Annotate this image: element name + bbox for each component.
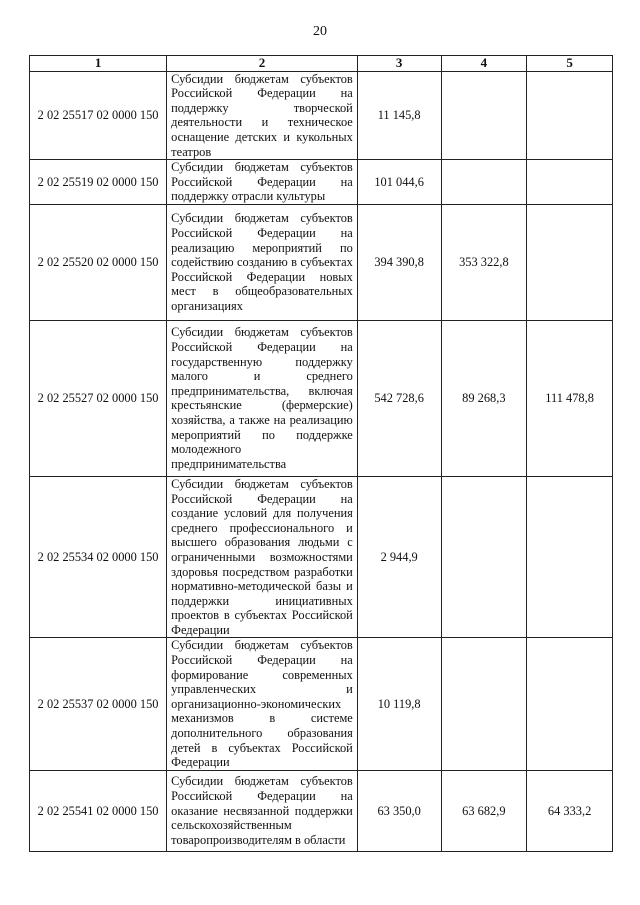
amount-col3-cell: 10 119,8 xyxy=(357,638,441,770)
amount-col5-cell: 64 333,2 xyxy=(527,770,613,851)
description-cell: Субсидии бюджетам субъектов Российской Федерации на формирование современных управленческих и организационно-экономических механизмов в системе дополнительного образования детей в субъектах Российской Федерации xyxy=(167,638,358,770)
budget-table xyxy=(29,55,613,852)
amount-col3-cell: 11 145,8 xyxy=(357,71,441,160)
budget-code-cell: 2 02 25527 02 0000 150 xyxy=(30,320,167,476)
table-row xyxy=(30,320,613,476)
description-cell: Субсидии бюджетам субъектов Российской Федерации на государственную поддержку малого и среднего предпринимательства, включая крестьянские (фермерские) хозяйства, а также на реализацию мероприятий по поддержке молодежного предпринимательства xyxy=(167,320,358,476)
table-row xyxy=(30,770,613,851)
budget-code-cell: 2 02 25541 02 0000 150 xyxy=(30,770,167,851)
description-cell: Субсидии бюджетам субъектов Российской Федерации на создание условий для получения среднего профессионального и высшего образования людьми с ограниченными возможностями здоровья посредством разработки нормативно-методической базы и поддержки инициативных проектов в субъектах Российской Федерации xyxy=(167,476,358,638)
table-row xyxy=(30,71,613,160)
amount-col5-cell: 111 478,8 xyxy=(527,320,613,476)
amount-col3-cell: 101 044,6 xyxy=(357,160,441,205)
budget-code-cell: 2 02 25517 02 0000 150 xyxy=(30,71,167,160)
amount-col5-cell xyxy=(527,71,613,160)
description-cell: Субсидии бюджетам субъектов Российской Федерации на поддержку творческой деятельности и техническое оснащение детских и кукольных театров xyxy=(167,71,358,160)
page-number: 20 xyxy=(313,24,327,39)
amount-col5-cell xyxy=(527,160,613,205)
column-header-2: 2 xyxy=(167,56,358,72)
budget-code-cell: 2 02 25537 02 0000 150 xyxy=(30,638,167,770)
amount-col4-cell: 89 268,3 xyxy=(441,320,527,476)
budget-code-cell: 2 02 25519 02 0000 150 xyxy=(30,160,167,205)
header-row xyxy=(30,56,613,72)
amount-col5-cell xyxy=(527,638,613,770)
amount-col5-cell xyxy=(527,476,613,638)
amount-col4-cell xyxy=(441,638,527,770)
amount-col3-cell: 394 390,8 xyxy=(357,204,441,320)
column-header-1: 1 xyxy=(30,56,167,72)
budget-code-cell: 2 02 25534 02 0000 150 xyxy=(30,476,167,638)
amount-col4-cell xyxy=(441,476,527,638)
column-header-4: 4 xyxy=(441,56,527,72)
table-row xyxy=(30,476,613,638)
budget-code-cell: 2 02 25520 02 0000 150 xyxy=(30,204,167,320)
column-header-5: 5 xyxy=(527,56,613,72)
amount-col4-cell xyxy=(441,71,527,160)
table-row xyxy=(30,204,613,320)
amount-col4-cell: 63 682,9 xyxy=(441,770,527,851)
description-cell: Субсидии бюджетам субъектов Российской Федерации на поддержку отрасли культуры xyxy=(167,160,358,205)
description-cell: Субсидии бюджетам субъектов Российской Федерации на реализацию мероприятий по содействию созданию в субъектах Российской Федерации новых мест в общеобразовательных организациях xyxy=(167,204,358,320)
amount-col4-cell xyxy=(441,160,527,205)
amount-col4-cell: 353 322,8 xyxy=(441,204,527,320)
column-header-3: 3 xyxy=(357,56,441,72)
description-cell: Субсидии бюджетам субъектов Российской Федерации на оказание несвязанной поддержки сельскохозяйственным товаропроизводителям в области xyxy=(167,770,358,851)
amount-col3-cell: 2 944,9 xyxy=(357,476,441,638)
table-row xyxy=(30,160,613,205)
table-row xyxy=(30,638,613,770)
amount-col3-cell: 63 350,0 xyxy=(357,770,441,851)
amount-col3-cell: 542 728,6 xyxy=(357,320,441,476)
amount-col5-cell xyxy=(527,204,613,320)
